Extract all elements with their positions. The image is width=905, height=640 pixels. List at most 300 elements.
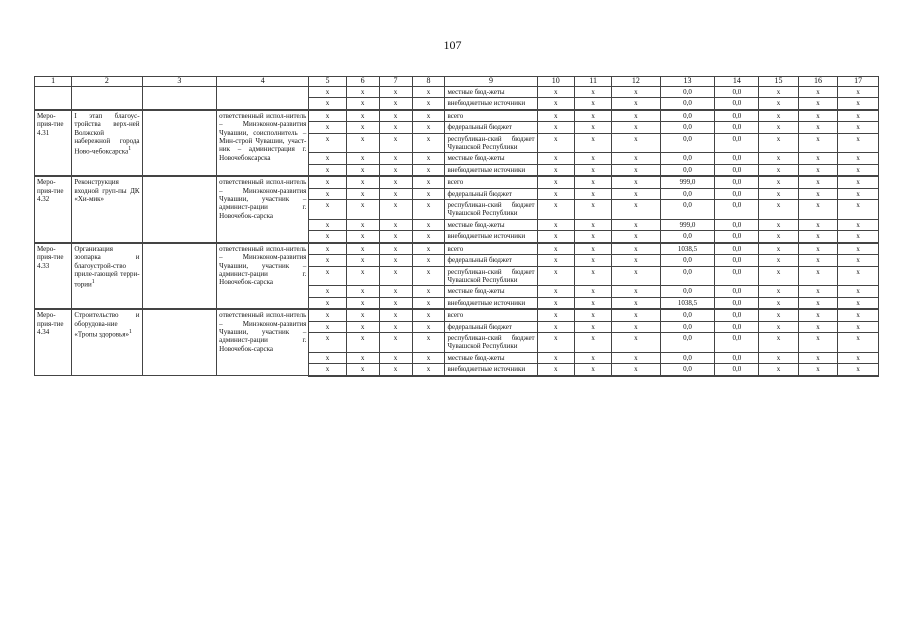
x-cell: x [574, 243, 611, 255]
x-cell: x [838, 87, 879, 98]
x-cell: x [346, 98, 379, 110]
empty-cell [217, 87, 309, 98]
value-cell: 0,0 [715, 255, 759, 266]
source-cell: местные бюд-жеты [445, 153, 537, 164]
value-cell: 0,0 [660, 266, 715, 286]
measure-name-text: Строительство и оборудова-ние «Тропы здоровья» [74, 311, 140, 339]
value-cell: 0,0 [660, 321, 715, 332]
source-cell: всего [445, 243, 537, 255]
x-cell: x [798, 243, 838, 255]
value-cell: 0,0 [715, 122, 759, 133]
x-cell: x [838, 188, 879, 199]
measure-code: Меро-прия-тие 4.33 [35, 243, 72, 309]
x-cell: x [379, 243, 412, 255]
header-cell: 6 [346, 77, 379, 87]
x-cell: x [838, 332, 879, 352]
x-cell: x [612, 286, 660, 297]
x-cell: x [412, 255, 445, 266]
x-cell: x [412, 321, 445, 332]
x-cell: x [379, 231, 412, 243]
x-cell: x [346, 255, 379, 266]
x-cell: x [537, 164, 574, 176]
x-cell: x [309, 153, 346, 164]
empty-cell [72, 98, 142, 110]
measure-code: Меро-прия-тие 4.32 [35, 176, 72, 242]
value-cell: 0,0 [660, 98, 715, 110]
x-cell: x [574, 200, 611, 220]
x-cell: x [612, 243, 660, 255]
x-cell: x [574, 153, 611, 164]
x-cell: x [759, 255, 799, 266]
x-cell: x [537, 332, 574, 352]
x-cell: x [612, 297, 660, 309]
x-cell: x [537, 266, 574, 286]
measure-code: Меро-прия-тие 4.31 [35, 110, 72, 176]
x-cell: x [537, 352, 574, 363]
x-cell: x [537, 122, 574, 133]
x-cell: x [574, 286, 611, 297]
x-cell: x [759, 266, 799, 286]
x-cell: x [309, 364, 346, 376]
x-cell: x [346, 176, 379, 188]
x-cell: x [759, 176, 799, 188]
value-cell: 0,0 [715, 200, 759, 220]
x-cell: x [574, 332, 611, 352]
x-cell: x [612, 98, 660, 110]
x-cell: x [379, 153, 412, 164]
source-cell: местные бюд-жеты [445, 286, 537, 297]
x-cell: x [798, 309, 838, 321]
x-cell: x [412, 219, 445, 230]
executor-cell: ответственный испол-нитель – Минэконом-развития Чувашии, участник – админист-рации г. Новочебок-сарска [217, 309, 309, 375]
x-cell: x [574, 266, 611, 286]
x-cell: x [574, 297, 611, 309]
x-cell: x [838, 176, 879, 188]
value-cell: 0,0 [660, 200, 715, 220]
value-cell: 0,0 [660, 87, 715, 98]
x-cell: x [309, 164, 346, 176]
x-cell: x [346, 164, 379, 176]
value-cell: 0,0 [715, 332, 759, 352]
x-cell: x [838, 164, 879, 176]
value-cell: 0,0 [660, 332, 715, 352]
source-cell: республикан-ский бюджет Чувашской Республики [445, 332, 537, 352]
x-cell: x [379, 364, 412, 376]
x-cell: x [379, 286, 412, 297]
empty-cell [142, 176, 217, 242]
table-row [35, 243, 879, 255]
x-cell: x [537, 98, 574, 110]
x-cell: x [574, 364, 611, 376]
x-cell: x [412, 286, 445, 297]
x-cell: x [798, 286, 838, 297]
x-cell: x [838, 200, 879, 220]
header-cell: 9 [445, 77, 537, 87]
x-cell: x [346, 231, 379, 243]
value-cell: 0,0 [660, 133, 715, 153]
source-cell: всего [445, 110, 537, 122]
value-cell: 0,0 [660, 364, 715, 376]
x-cell: x [798, 98, 838, 110]
x-cell: x [574, 122, 611, 133]
source-cell: федеральный бюджет [445, 122, 537, 133]
x-cell: x [798, 176, 838, 188]
value-cell: 0,0 [715, 297, 759, 309]
x-cell: x [574, 321, 611, 332]
value-cell: 0,0 [715, 164, 759, 176]
empty-cell [142, 98, 217, 110]
x-cell: x [759, 219, 799, 230]
source-cell: федеральный бюджет [445, 188, 537, 199]
x-cell: x [412, 297, 445, 309]
value-cell: 0,0 [660, 153, 715, 164]
x-cell: x [574, 231, 611, 243]
header-cell: 14 [715, 77, 759, 87]
x-cell: x [838, 364, 879, 376]
x-cell: x [309, 98, 346, 110]
measure-name-text: Организация зоопарка и благоустрой-ство приле-гающей терри-тории [74, 244, 140, 289]
x-cell: x [412, 98, 445, 110]
executor-cell: ответственный испол-нитель – Минэконом-развития Чувашии, участник – админист-рации г. Новочебок-сарска [217, 176, 309, 242]
x-cell: x [612, 200, 660, 220]
x-cell: x [759, 122, 799, 133]
x-cell: x [798, 110, 838, 122]
x-cell: x [759, 98, 799, 110]
x-cell: x [574, 98, 611, 110]
header-cell: 10 [537, 77, 574, 87]
measure-name [72, 309, 142, 375]
x-cell: x [412, 164, 445, 176]
x-cell: x [838, 297, 879, 309]
source-cell: республикан-ский бюджет Чувашской Республики [445, 133, 537, 153]
x-cell: x [612, 309, 660, 321]
x-cell: x [574, 352, 611, 363]
x-cell: x [838, 321, 879, 332]
x-cell: x [537, 219, 574, 230]
header-cell: 13 [660, 77, 715, 87]
header-cell: 8 [412, 77, 445, 87]
x-cell: x [838, 133, 879, 153]
x-cell: x [798, 352, 838, 363]
x-cell: x [537, 200, 574, 220]
x-cell: x [309, 200, 346, 220]
x-cell: x [309, 255, 346, 266]
x-cell: x [346, 321, 379, 332]
x-cell: x [759, 297, 799, 309]
x-cell: x [574, 219, 611, 230]
x-cell: x [759, 133, 799, 153]
measure-name [72, 243, 142, 309]
x-cell: x [838, 219, 879, 230]
x-cell: x [309, 122, 346, 133]
x-cell: x [537, 243, 574, 255]
x-cell: x [759, 332, 799, 352]
x-cell: x [798, 332, 838, 352]
value-cell: 1038,5 [660, 243, 715, 255]
value-cell: 1038,5 [660, 297, 715, 309]
value-cell: 0,0 [715, 153, 759, 164]
header-cell: 11 [574, 77, 611, 87]
x-cell: x [537, 255, 574, 266]
x-cell: x [346, 297, 379, 309]
empty-cell [142, 87, 217, 98]
value-cell: 0,0 [660, 255, 715, 266]
executor-cell: ответственный испол-нитель – Минэконом-развития Чувашии, соисполнитель – Мин-строй Чувашии, участ-ник – администрация г. Новочебоксарска [217, 110, 309, 176]
value-cell: 0,0 [660, 309, 715, 321]
x-cell: x [612, 352, 660, 363]
x-cell: x [537, 309, 574, 321]
x-cell: x [612, 164, 660, 176]
x-cell: x [537, 176, 574, 188]
source-cell: внебюджетные источники [445, 297, 537, 309]
value-cell: 0,0 [660, 352, 715, 363]
x-cell: x [346, 87, 379, 98]
x-cell: x [309, 231, 346, 243]
x-cell: x [537, 286, 574, 297]
table-row [35, 87, 879, 98]
value-cell: 0,0 [715, 352, 759, 363]
x-cell: x [412, 87, 445, 98]
value-cell: 0,0 [715, 266, 759, 286]
page-number: 107 [443, 38, 462, 52]
x-cell: x [612, 110, 660, 122]
footnote-mark: 1 [128, 328, 132, 335]
x-cell: x [612, 332, 660, 352]
x-cell: x [309, 219, 346, 230]
x-cell: x [838, 231, 879, 243]
x-cell: x [574, 188, 611, 199]
x-cell: x [309, 332, 346, 352]
source-cell: республикан-ский бюджет Чувашской Республики [445, 266, 537, 286]
x-cell: x [379, 266, 412, 286]
x-cell: x [759, 200, 799, 220]
x-cell: x [309, 87, 346, 98]
x-cell: x [412, 153, 445, 164]
empty-cell [142, 110, 217, 176]
value-cell: 0,0 [715, 309, 759, 321]
x-cell: x [759, 364, 799, 376]
x-cell: x [412, 243, 445, 255]
measure-name-text: I этап благоус-тройства верх-ней Волжской набережной города Ново-чебоксарска [74, 111, 140, 156]
table-row [35, 309, 879, 321]
source-cell: местные бюд-жеты [445, 219, 537, 230]
source-cell: внебюджетные источники [445, 231, 537, 243]
value-cell: 0,0 [715, 286, 759, 297]
footnote-mark: 1 [128, 146, 132, 153]
x-cell: x [838, 352, 879, 363]
x-cell: x [798, 255, 838, 266]
x-cell: x [412, 309, 445, 321]
x-cell: x [412, 352, 445, 363]
table-row [35, 110, 879, 122]
value-cell: 0,0 [715, 87, 759, 98]
source-cell: республикан-ский бюджет Чувашской Республики [445, 200, 537, 220]
header-cell: 3 [142, 77, 217, 87]
source-cell: федеральный бюджет [445, 255, 537, 266]
x-cell: x [537, 87, 574, 98]
x-cell: x [379, 219, 412, 230]
x-cell: x [379, 200, 412, 220]
x-cell: x [798, 219, 838, 230]
source-cell: внебюджетные источники [445, 364, 537, 376]
measure-code: Меро-прия-тие 4.34 [35, 309, 72, 375]
x-cell: x [759, 164, 799, 176]
x-cell: x [309, 243, 346, 255]
x-cell: x [798, 200, 838, 220]
value-cell: 0,0 [660, 122, 715, 133]
x-cell: x [379, 309, 412, 321]
x-cell: x [346, 110, 379, 122]
x-cell: x [759, 286, 799, 297]
source-cell: всего [445, 309, 537, 321]
x-cell: x [612, 122, 660, 133]
x-cell: x [838, 110, 879, 122]
x-cell: x [379, 87, 412, 98]
x-cell: x [346, 332, 379, 352]
x-cell: x [612, 219, 660, 230]
value-cell: 0,0 [660, 110, 715, 122]
x-cell: x [346, 153, 379, 164]
x-cell: x [412, 188, 445, 199]
x-cell: x [574, 110, 611, 122]
value-cell: 0,0 [715, 98, 759, 110]
x-cell: x [412, 133, 445, 153]
header-cell: 16 [798, 77, 838, 87]
x-cell: x [379, 297, 412, 309]
header-cell: 17 [838, 77, 879, 87]
x-cell: x [379, 176, 412, 188]
x-cell: x [379, 164, 412, 176]
x-cell: x [412, 364, 445, 376]
source-cell: внебюджетные источники [445, 164, 537, 176]
x-cell: x [798, 321, 838, 332]
x-cell: x [798, 133, 838, 153]
x-cell: x [537, 297, 574, 309]
source-cell: внебюджетные источники [445, 98, 537, 110]
x-cell: x [346, 219, 379, 230]
x-cell: x [537, 231, 574, 243]
x-cell: x [759, 153, 799, 164]
x-cell: x [574, 164, 611, 176]
header-cell: 1 [35, 77, 72, 87]
header-cell: 15 [759, 77, 799, 87]
x-cell: x [798, 231, 838, 243]
value-cell: 999,0 [660, 176, 715, 188]
x-cell: x [379, 255, 412, 266]
x-cell: x [574, 176, 611, 188]
x-cell: x [759, 110, 799, 122]
table-row [35, 176, 879, 188]
value-cell: 0,0 [715, 133, 759, 153]
x-cell: x [309, 321, 346, 332]
x-cell: x [346, 188, 379, 199]
x-cell: x [412, 200, 445, 220]
header-cell: 5 [309, 77, 346, 87]
x-cell: x [309, 266, 346, 286]
x-cell: x [838, 98, 879, 110]
x-cell: x [838, 266, 879, 286]
value-cell: 0,0 [715, 176, 759, 188]
empty-cell [142, 243, 217, 309]
x-cell: x [346, 122, 379, 133]
x-cell: x [379, 352, 412, 363]
x-cell: x [612, 266, 660, 286]
x-cell: x [838, 286, 879, 297]
x-cell: x [309, 188, 346, 199]
measure-name [72, 110, 142, 176]
x-cell: x [574, 255, 611, 266]
x-cell: x [759, 352, 799, 363]
x-cell: x [537, 321, 574, 332]
empty-cell [72, 87, 142, 98]
x-cell: x [574, 309, 611, 321]
x-cell: x [838, 255, 879, 266]
x-cell: x [612, 133, 660, 153]
source-cell: федеральный бюджет [445, 321, 537, 332]
x-cell: x [759, 309, 799, 321]
value-cell: 0,0 [715, 364, 759, 376]
x-cell: x [798, 297, 838, 309]
budget-table [34, 76, 879, 377]
value-cell: 0,0 [660, 164, 715, 176]
x-cell: x [798, 188, 838, 199]
x-cell: x [612, 176, 660, 188]
x-cell: x [798, 364, 838, 376]
x-cell: x [612, 87, 660, 98]
x-cell: x [798, 153, 838, 164]
x-cell: x [838, 309, 879, 321]
x-cell: x [412, 110, 445, 122]
x-cell: x [798, 122, 838, 133]
x-cell: x [379, 321, 412, 332]
value-cell: 0,0 [715, 188, 759, 199]
header-cell: 2 [72, 77, 142, 87]
x-cell: x [798, 266, 838, 286]
x-cell: x [346, 352, 379, 363]
value-cell: 0,0 [660, 286, 715, 297]
measure-name-text: Реконструкция входной груп-пы ДК «Хи-мик» [74, 178, 140, 204]
x-cell: x [612, 188, 660, 199]
x-cell: x [798, 87, 838, 98]
x-cell: x [612, 364, 660, 376]
table-row [35, 98, 879, 110]
x-cell: x [412, 122, 445, 133]
x-cell: x [346, 266, 379, 286]
x-cell: x [759, 243, 799, 255]
x-cell: x [412, 332, 445, 352]
value-cell: 0,0 [715, 231, 759, 243]
x-cell: x [379, 133, 412, 153]
x-cell: x [838, 243, 879, 255]
measure-name [72, 176, 142, 242]
x-cell: x [537, 153, 574, 164]
x-cell: x [346, 364, 379, 376]
x-cell: x [412, 176, 445, 188]
empty-cell [35, 87, 72, 98]
x-cell: x [346, 200, 379, 220]
x-cell: x [537, 110, 574, 122]
empty-cell [35, 98, 72, 110]
value-cell: 0,0 [715, 243, 759, 255]
header-cell: 7 [379, 77, 412, 87]
x-cell: x [759, 87, 799, 98]
value-cell: 0,0 [660, 188, 715, 199]
x-cell: x [309, 297, 346, 309]
x-cell: x [759, 188, 799, 199]
x-cell: x [379, 122, 412, 133]
x-cell: x [412, 231, 445, 243]
x-cell: x [379, 188, 412, 199]
